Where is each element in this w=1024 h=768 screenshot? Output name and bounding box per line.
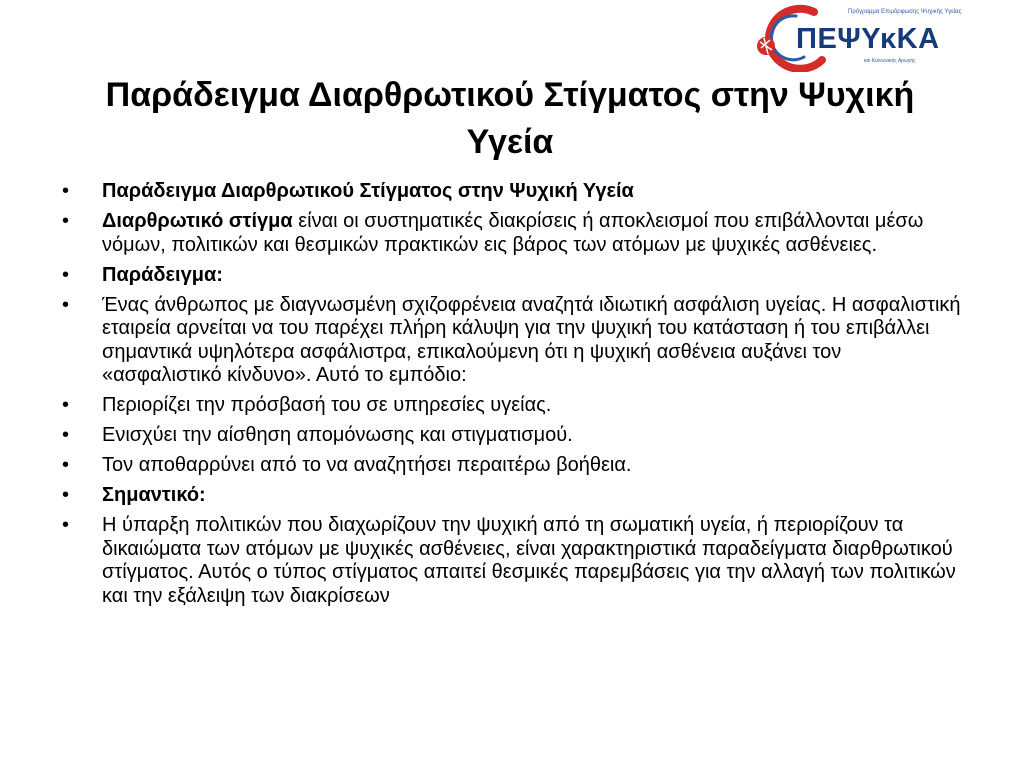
- bullet-bold-text: Παράδειγμα:: [102, 263, 223, 286]
- bullet-marker-icon: •: [62, 424, 70, 446]
- bullet-item: [62, 264, 962, 288]
- logo-tagline-bottom: και Κοινωνικής Αρωγής: [864, 58, 916, 64]
- bullet-bold-text: Παράδειγμα Διαρθρωτικού Στίγματος στην Ψυχική Υγεία: [102, 180, 634, 202]
- organization-logo: [752, 2, 980, 72]
- bullet-marker-icon: •: [62, 180, 70, 202]
- bullet-marker-icon: •: [62, 514, 70, 536]
- bullet-item: [62, 514, 962, 608]
- bullet-marker-icon: •: [62, 210, 70, 232]
- bullet-list: [62, 180, 962, 615]
- bullet-item: [62, 424, 962, 448]
- bullet-text: είναι οι συστηματικές διακρίσεις ή αποκλεισμοί που επιβάλλονται μέσω νόμων, πολιτικών και θεσμικών πρακτικών εις βάρος των ατόμων με ψυχικές ασθένειες.: [102, 210, 924, 256]
- bullet-item: [62, 294, 962, 388]
- bullet-marker-icon: •: [62, 484, 70, 506]
- bullet-item: [62, 454, 962, 478]
- bullet-marker-icon: •: [62, 454, 70, 476]
- bullet-text: Περιορίζει την πρόσβασή του σε υπηρεσίες υγείας.: [102, 394, 552, 416]
- bullet-item: [62, 180, 962, 204]
- logo-wordmark: ΠΕΨΥκΚΑ: [796, 23, 940, 55]
- bullet-item: [62, 210, 962, 257]
- bullet-marker-icon: •: [62, 394, 70, 416]
- bullet-text: Τον αποθαρρύνει από το να αναζητήσει περαιτέρω βοήθεια.: [102, 454, 632, 476]
- bullet-bold-text: Σημαντικό:: [102, 484, 206, 506]
- bullet-marker-icon: •: [62, 263, 70, 286]
- bullet-text: Η ύπαρξη πολιτικών που διαχωρίζουν την ψυχική από τη σωματική υγεία, ή περιορίζουν τα δικαιώματα των ατόμων με ψυχικές ασθένειες, είναι χαρακτηριστικά παραδείγματα διαρθρωτικού στίγματος. Αυτός ο τύπος στίγματος απαιτεί θεσμικές παρεμβάσεις για την αλλαγή των πολιτικών και την εξάλειψη των διακρίσεων: [102, 514, 956, 607]
- bullet-item: [62, 394, 962, 418]
- bullet-text: Ενισχύει την αίσθηση απομόνωσης και στιγματισμού.: [102, 424, 573, 446]
- bullet-text: Ένας άνθρωπος με διαγνωσμένη σχιζοφρένεια αναζητά ιδιωτική ασφάλιση υγείας. Η ασφαλιστική εταιρεία αρνείται να του παρέχει πλήρη κάλυψη για την ψυχική του κατάσταση ή του επιβάλλει σημαντικά υψηλότερα ασφάλιστρα, επικαλούμενη ότι η ψυχική ασθένεια αυξάνει τον «ασφαλιστικό κίνδυνο». Αυτό το εμπόδιο:: [102, 293, 961, 386]
- bullet-bold-text: Διαρθρωτικό στίγμα: [102, 210, 293, 232]
- slide-title: Παράδειγμα Διαρθρωτικού Στίγματος στην Ψυχική Υγεία: [105, 76, 915, 161]
- logo-tagline-top: Πρόγραμμα Επιμόρφωσης Ψυχικής Υγείας: [848, 9, 962, 15]
- bullet-marker-icon: •: [62, 293, 70, 316]
- bullet-item: [62, 484, 962, 508]
